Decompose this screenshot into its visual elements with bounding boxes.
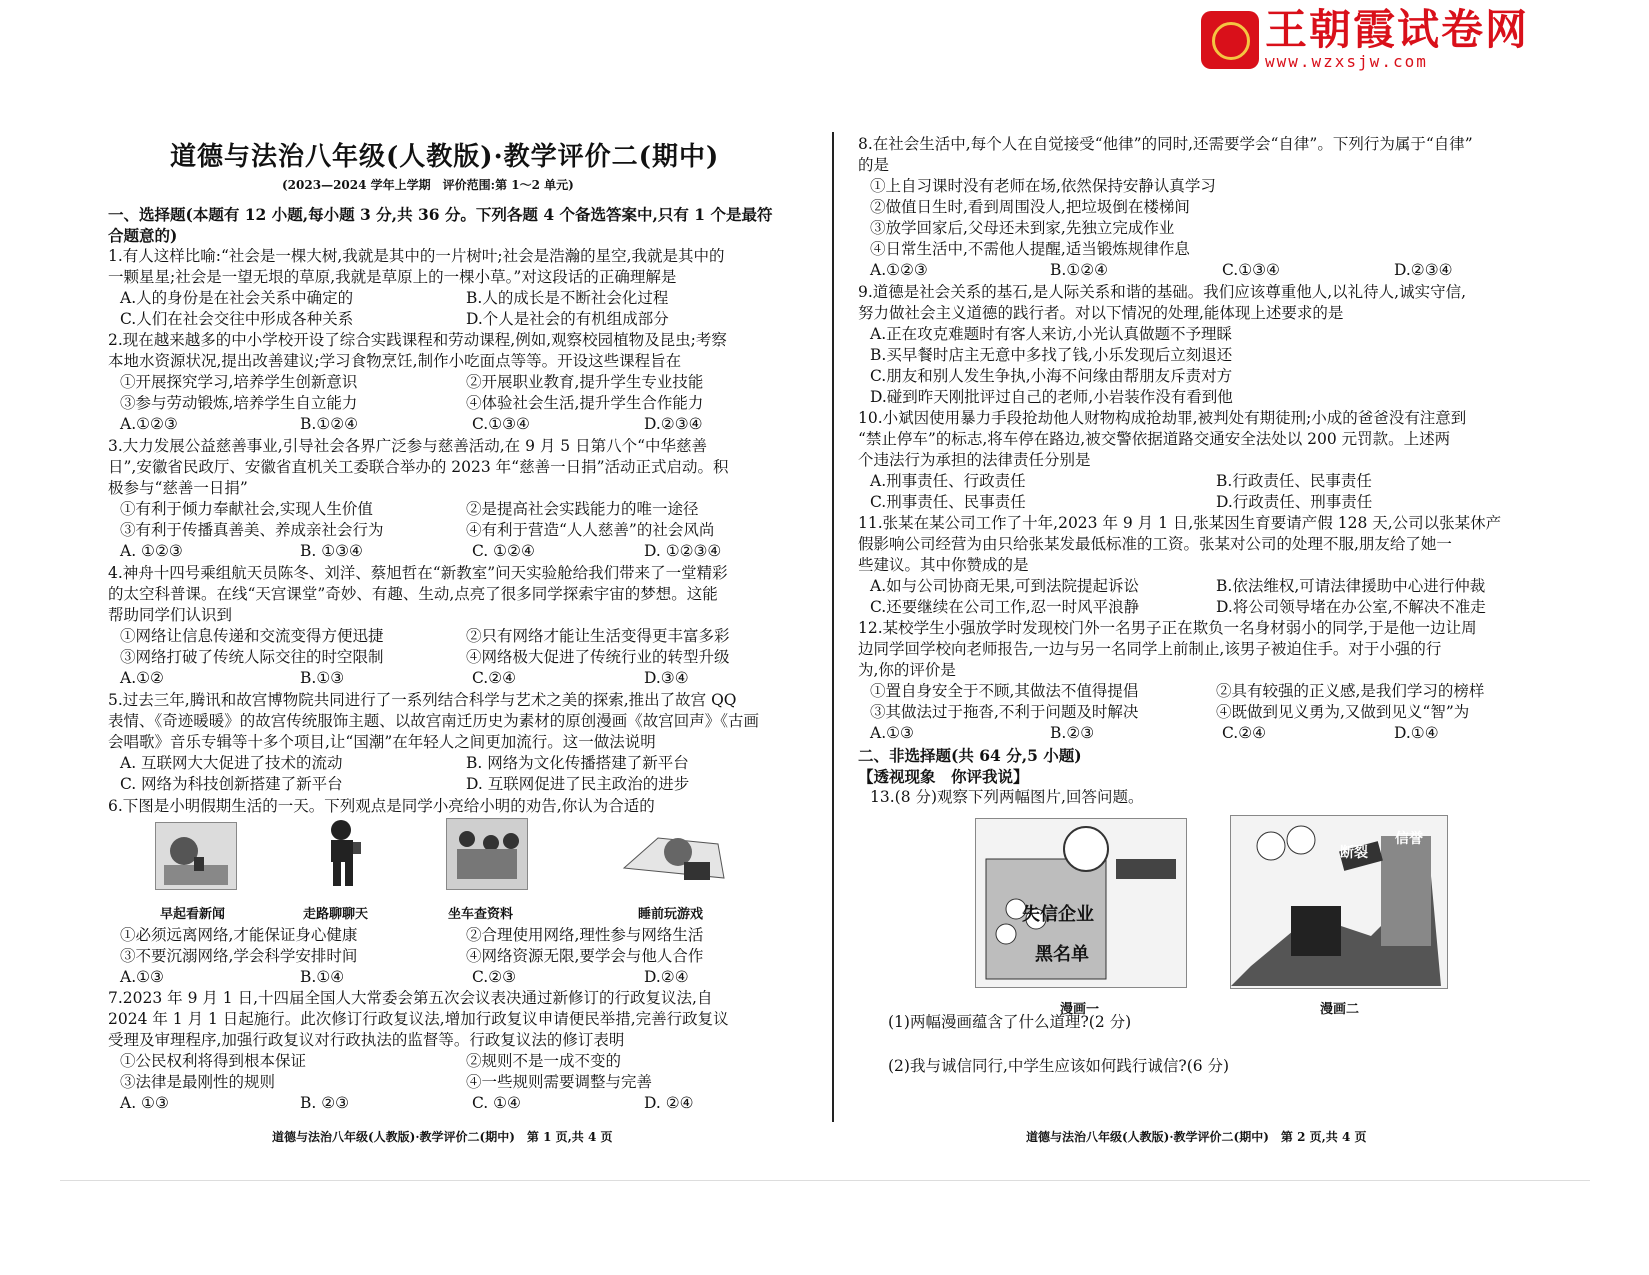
question-7: 7.2023 年 9 月 1 日,十四届全国人大常委会第五次会议表决通过新修订的行政复议法,自 2024 年 1 月 1 日起施行。此次修订行政复议法,增加行政复议申请便民举措,完善行政复议 受理及审理程序,加强行政复议对行政执法的监督等。行政复议法的修订表明 (108, 989, 729, 1049)
q5-option-a[interactable]: A. 互联网大大促进了技术的流动 (120, 754, 343, 772)
pic-caption: 坐车查资料 (448, 907, 514, 922)
q6-option-b[interactable]: B.①④ (300, 968, 345, 986)
q4-option-b[interactable]: B.①③ (300, 669, 345, 687)
q8-option-c[interactable]: C.①③④ (1222, 261, 1280, 279)
q1-option-a[interactable]: A.人的身份是在社会关系中确定的 (120, 289, 354, 307)
q3-item: ①有利于倾力奉献社会,实现人生价值 (120, 500, 373, 518)
question-12: 12.某校学生小强放学时发现校门外一名男子正在欺负一名身材弱小的同学,于是他一边让周 边同学回学校向老师报告,一边与另一名同学上前制止,该男子被迫住手。对于小强的行 为,你的评价是 (858, 619, 1477, 679)
q7-item: ②规则不是一成不变的 (466, 1052, 622, 1070)
question-13-2: (2)我与诚信同行,中学生应该如何践行诚信?(6 分) (888, 1057, 1230, 1075)
question-3: 3.大力发展公益慈善事业,引导社会各界广泛参与慈善活动,在 9 月 5 日第八个“中华慈善 日”,安徽省民政厅、安徽省直机关工委联合举办的 2023 年“慈善一日捐”活动正式启动。积 极参与“慈善一日捐” (108, 437, 729, 497)
q6-option-c[interactable]: C.②③ (472, 968, 517, 986)
q4-option-a[interactable]: A.①② (120, 669, 164, 687)
comic-1-caption: 漫画一 (1060, 1002, 1100, 1017)
q5-option-d[interactable]: D. 互联网促进了民主政治的进步 (466, 775, 690, 793)
q10-option-d[interactable]: D.行政责任、刑事责任 (1216, 493, 1373, 511)
q5-option-c[interactable]: C. 网络为科技创新搭建了新平台 (120, 775, 343, 793)
section2-tag: 【透视现象 你评我说】 (858, 767, 1029, 786)
q4-item: ③网络打破了传统人际交往的时空限制 (120, 648, 384, 666)
q7-item: ①公民权利将得到根本保证 (120, 1052, 307, 1070)
section1-heading: 一、选择题(本题有 12 小题,每小题 3 分,共 36 分。下列各题 4 个备选答案中,只有 1 个是最符 合题意的) (108, 205, 773, 245)
q4-item: ④网络极大促进了传统行业的转型升级 (466, 648, 730, 666)
q1-option-c[interactable]: C.人们在社会交往中形成各种关系 (120, 310, 354, 328)
q12-option-a[interactable]: A.①③ (870, 724, 914, 742)
question-13-1: (1)两幅漫画蕴含了什么道理?(2 分) (888, 1013, 1132, 1031)
picture-bus-search (446, 818, 528, 890)
q11-option-b[interactable]: B.依法维权,可请法律援助中心进行仲裁 (1216, 577, 1486, 595)
q3-item: ②是提高社会实践能力的唯一途径 (466, 500, 699, 518)
q3-option-a[interactable]: A. ①②③ (120, 542, 183, 560)
q8-option-a[interactable]: A.①②③ (870, 261, 928, 279)
q3-option-d[interactable]: D. ①②③④ (644, 542, 722, 560)
q4-item: ①网络让信息传递和交流变得方便迅捷 (120, 627, 384, 645)
q12-item: ④既做到见义勇为,又做到见义“智”为 (1216, 703, 1470, 721)
q7-option-a[interactable]: A. ①③ (120, 1094, 169, 1112)
question-2: 2.现在越来越多的中小学校开设了综合实践课程和劳动课程,例如,观察校园植物及昆虫;考察 本地水资源状况,提出改善建议;学习食物烹饪,制作小吃面点等等。开设这些课程旨在 (108, 331, 727, 370)
q10-option-b[interactable]: B.行政责任、民事责任 (1216, 472, 1372, 490)
q5-option-b[interactable]: B. 网络为文化传播搭建了新平台 (466, 754, 689, 772)
comic-1-label: 黑名单 (1035, 944, 1089, 965)
q7-option-c[interactable]: C. ①④ (472, 1094, 521, 1112)
seal-icon (1201, 11, 1259, 69)
q2-option-b[interactable]: B.①②④ (300, 415, 359, 433)
q12-item: ③其做法过于拖沓,不利于问题及时解决 (870, 703, 1139, 721)
question-8: 8.在社会生活中,每个人在自觉接受“他律”的同时,还需要学会“自律”。下列行为属于“自律” 的是 ①上自习课时没有老师在场,依然保持安静认真学习 ②做值日生时,看到周围没人,把垃圾倒在楼梯间 ③放学回家后,父母还未到家,先独立完成作业 ④日常生活中,不需他人提醒,适当锻炼规律作息 (858, 135, 1473, 258)
q1-option-d[interactable]: D.个人是社会的有机组成部分 (466, 310, 669, 328)
q6-item: ②合理使用网络,理性参与网络生活 (466, 926, 704, 944)
comic-1-label: 失信企业 (1022, 904, 1094, 925)
question-9: 9.道德是社会关系的基石,是人际关系和谐的基础。我们应该尊重他人,以礼待人,诚实守信, 努力做社会主义道德的践行者。对以下情况的处理,能体现上述要求的是 A.正在攻克难题时有客人来访,小光认真做题不予理睬 B.买早餐时店主无意中多找了钱,小乐发现后立刻退还 C.朋友和别人发生争执,小海不问缘由帮朋友斥责对方 D.碰到昨天刚批评过自己的老师,小岩装作没有看到他 (858, 283, 1466, 406)
q2-item: ④体验社会生活,提升学生合作能力 (466, 394, 704, 412)
q10-option-a[interactable]: A.刑事责任、行政责任 (870, 472, 1026, 490)
q7-item: ③法律是最刚性的规则 (120, 1073, 276, 1091)
q11-option-c[interactable]: C.还要继续在公司工作,忍一时风平浪静 (870, 598, 1140, 616)
picture-bedtime-game (618, 818, 730, 890)
q12-option-b[interactable]: B.②③ (1050, 724, 1095, 742)
q7-item: ④一些规则需要调整与完善 (466, 1073, 653, 1091)
q6-item: ①必须远离网络,才能保证身心健康 (120, 926, 358, 944)
question-6: 6.下图是小明假期生活的一天。下列观点是同学小亮给小明的劝告,你认为合适的 (108, 797, 655, 815)
q7-option-b[interactable]: B. ②③ (300, 1094, 350, 1112)
q10-option-c[interactable]: C.刑事责任、民事责任 (870, 493, 1026, 511)
logo-url: www.wzxsjw.com (1264, 52, 1428, 71)
q11-option-d[interactable]: D.将公司领导堵在办公室,不解决不准走 (1216, 598, 1486, 616)
pic-caption: 走路聊聊天 (303, 907, 369, 922)
q2-item: ①开展探究学习,培养学生创新意识 (120, 373, 358, 391)
q2-option-a[interactable]: A.①②③ (120, 415, 178, 433)
q3-item: ③有利于传播真善美、养成亲社会行为 (120, 521, 384, 539)
q6-item: ③不要沉溺网络,学会科学安排时间 (120, 947, 358, 965)
q12-item: ②具有较强的正义感,是我们学习的榜样 (1216, 682, 1485, 700)
column-divider (832, 132, 834, 1122)
question-10: 10.小斌因使用暴力手段抢劫他人财物构成抢劫罪,被判处有期徒刑;小成的爸爸没有注意到 “禁止停车”的标志,将车停在路边,被交警依据道路交通安全法处以 200 元罚款。上述两 个违法行为承担的法律责任分别是 (858, 409, 1467, 469)
comic-2-label: 信誉 (1395, 831, 1423, 847)
q2-item: ②开展职业教育,提升学生专业技能 (466, 373, 704, 391)
q12-option-c[interactable]: C.②④ (1222, 724, 1267, 742)
page-title: 道德与法治八年级(人教版)·教学评价二(期中) (170, 142, 720, 172)
q2-item: ③参与劳动锻炼,培养学生自立能力 (120, 394, 358, 412)
picture-walking-chat (305, 818, 381, 890)
comic-2-caption: 漫画二 (1320, 1002, 1360, 1017)
logo-name: 王朝霞试卷网 (1264, 5, 1529, 54)
site-logo (1201, 5, 1529, 71)
q4-option-c[interactable]: C.②④ (472, 669, 517, 687)
q6-item: ④网络资源无限,要学会与他人合作 (466, 947, 704, 965)
q8-option-d[interactable]: D.②③④ (1394, 261, 1453, 279)
q2-option-d[interactable]: D.②③④ (644, 415, 703, 433)
q12-item: ①置自身安全于不顾,其做法不值得提倡 (870, 682, 1139, 700)
q6-option-a[interactable]: A.①③ (120, 968, 164, 986)
question-4: 4.神舟十四号乘组航天员陈冬、刘洋、蔡旭哲在“新教室”问天实验舱给我们带来了一堂精彩 的太空科普课。在线“天宫课堂”奇妙、有趣、生动,点亮了很多同学探索宇宙的梦想。这能 帮助同学们认识到 (108, 564, 728, 624)
comic-2-label: 断裂 (1340, 845, 1368, 861)
q6-option-d[interactable]: D.②④ (644, 968, 689, 986)
q12-option-d[interactable]: D.①④ (1394, 724, 1439, 742)
q2-option-c[interactable]: C.①③④ (472, 415, 530, 433)
page-footer-2: 道德与法治八年级(人教版)·教学评价二(期中) 第 2 页,共 4 页 (1026, 1130, 1367, 1144)
pic-caption: 睡前玩游戏 (638, 907, 704, 922)
q4-item: ②只有网络才能让生活变得更丰富多彩 (466, 627, 730, 645)
q1-option-b[interactable]: B.人的成长是不断社会化过程 (466, 289, 669, 307)
pic-caption: 早起看新闻 (160, 907, 226, 922)
question-1: 1.有人这样比喻:“社会是一棵大树,我就是其中的一片树叶;社会是浩瀚的星空,我就是其中的 一颗星星;社会是一望无垠的草原,我就是草原上的一棵小草。”对这段话的正确理解是 (108, 247, 725, 286)
scan-edge (60, 1180, 1590, 1181)
question-5: 5.过去三年,腾讯和故宫博物院共同进行了一系列结合科学与艺术之美的探索,推出了故宫 QQ 表情、《奇迹暖暖》的故宫传统服饰主题、以故宫南迁历史为素材的原创漫画《故宫回声》《古画 会唱歌》音乐专辑等十多个项目,让“国潮”在年轻人之间更加流行。这一做法说明 (108, 691, 760, 751)
picture-morning-news (155, 822, 237, 890)
q3-option-b[interactable]: B. ①③④ (300, 542, 363, 560)
q7-option-d[interactable]: D. ②④ (644, 1094, 694, 1112)
page-footer-1: 道德与法治八年级(人教版)·教学评价二(期中) 第 1 页,共 4 页 (272, 1130, 613, 1144)
question-13: 13.(8 分)观察下列两幅图片,回答问题。 (870, 788, 1144, 806)
page-subtitle: (2023—2024 学年上学期 评价范围:第 1～2 单元) (282, 178, 574, 192)
q3-option-c[interactable]: C. ①②④ (472, 542, 535, 560)
q3-item: ④有利于营造“人人慈善”的社会风尚 (466, 521, 715, 539)
q11-option-a[interactable]: A.如与公司协商无果,可到法院提起诉讼 (870, 577, 1140, 595)
q4-option-d[interactable]: D.③④ (644, 669, 689, 687)
question-11: 11.张某在某公司工作了十年,2023 年 9 月 1 日,张某因生育要请产假 128 天,公司以张某休产 假影响公司经营为由只给张某发最低标准的工资。张某对公司的处理不服,朋友给了她一 些建议。其中你赞成的是 (858, 514, 1502, 574)
section2-heading: 二、非选择题(共 64 分,5 小题) (858, 746, 1082, 765)
q8-option-b[interactable]: B.①②④ (1050, 261, 1109, 279)
